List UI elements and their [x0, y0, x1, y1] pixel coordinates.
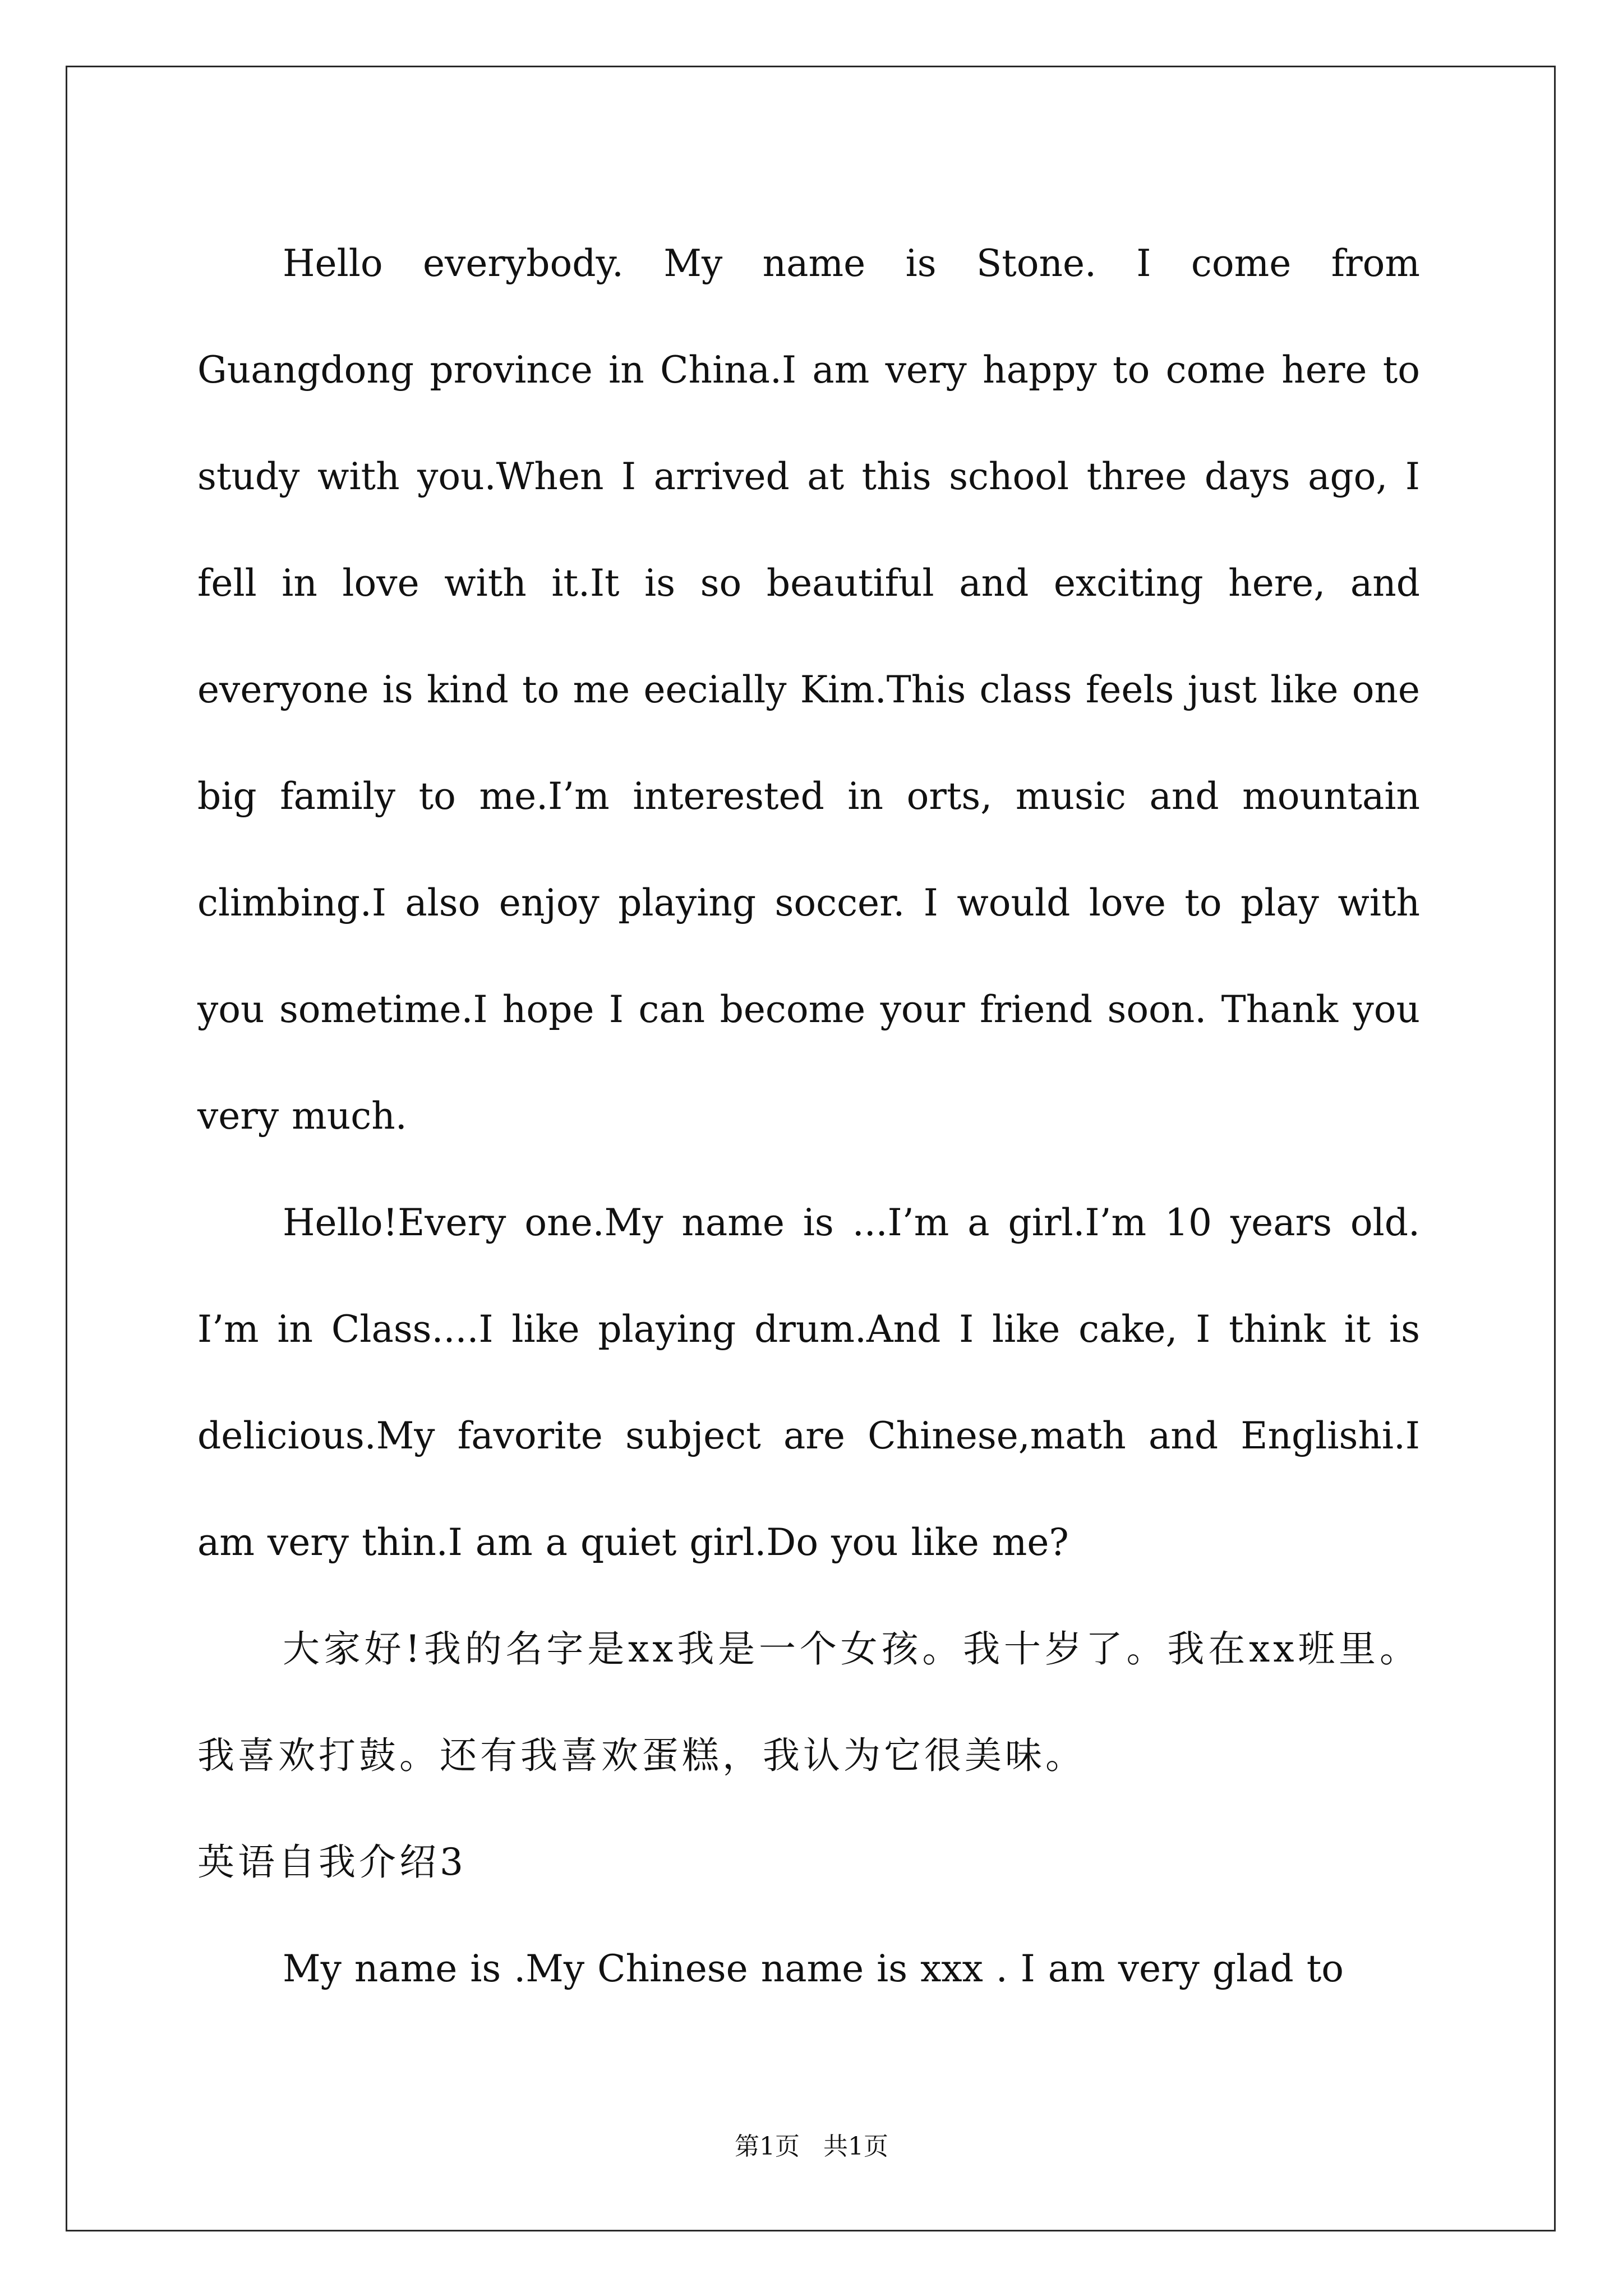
- page-total: 共1页: [823, 2132, 888, 2161]
- document-body: [197, 210, 1420, 2022]
- paragraph-chinese-translation: 大家好!我的名字是xx我是一个女孩。我十岁了。我在xx班里。我喜欢打鼓。还有我喜欢蛋糕，我认为它很美味。: [197, 1627, 1420, 1777]
- paragraph-girl-intro: Hello!Every one.My name is ...I’m a girl.I’m 10 years old. I’m in Class....I like playing drum.And I like cake, I think it is delicious.My favorite subject are Chinese,math and Englishi.I am very thin.I am a quiet girl.Do you like me?: [197, 1201, 1420, 1564]
- section-heading: 英语自我介绍3: [197, 1841, 467, 1884]
- page-number: 第1页: [735, 2132, 800, 2161]
- paragraph-chinese-name-intro: My name is .My Chinese name is xxx . I am very glad to: [283, 1947, 1344, 1990]
- paragraph-stone-intro: Hello everybody. My name is Stone. I come from Guangdong province in China.I am very happy to come here to study with you.When I arrived at this school three days ago, I fell in love with it.It is so beautiful and exciting here, and everyone is kind to me eecially Kim.This class feels just like one big family to me.I’m interested in orts, music and mountain climbing.I also enjoy playing soccer. I would love to play with you sometime.I hope I can become your friend soon. Thank you very much.: [197, 242, 1420, 1138]
- page-footer: [0, 2126, 1623, 2162]
